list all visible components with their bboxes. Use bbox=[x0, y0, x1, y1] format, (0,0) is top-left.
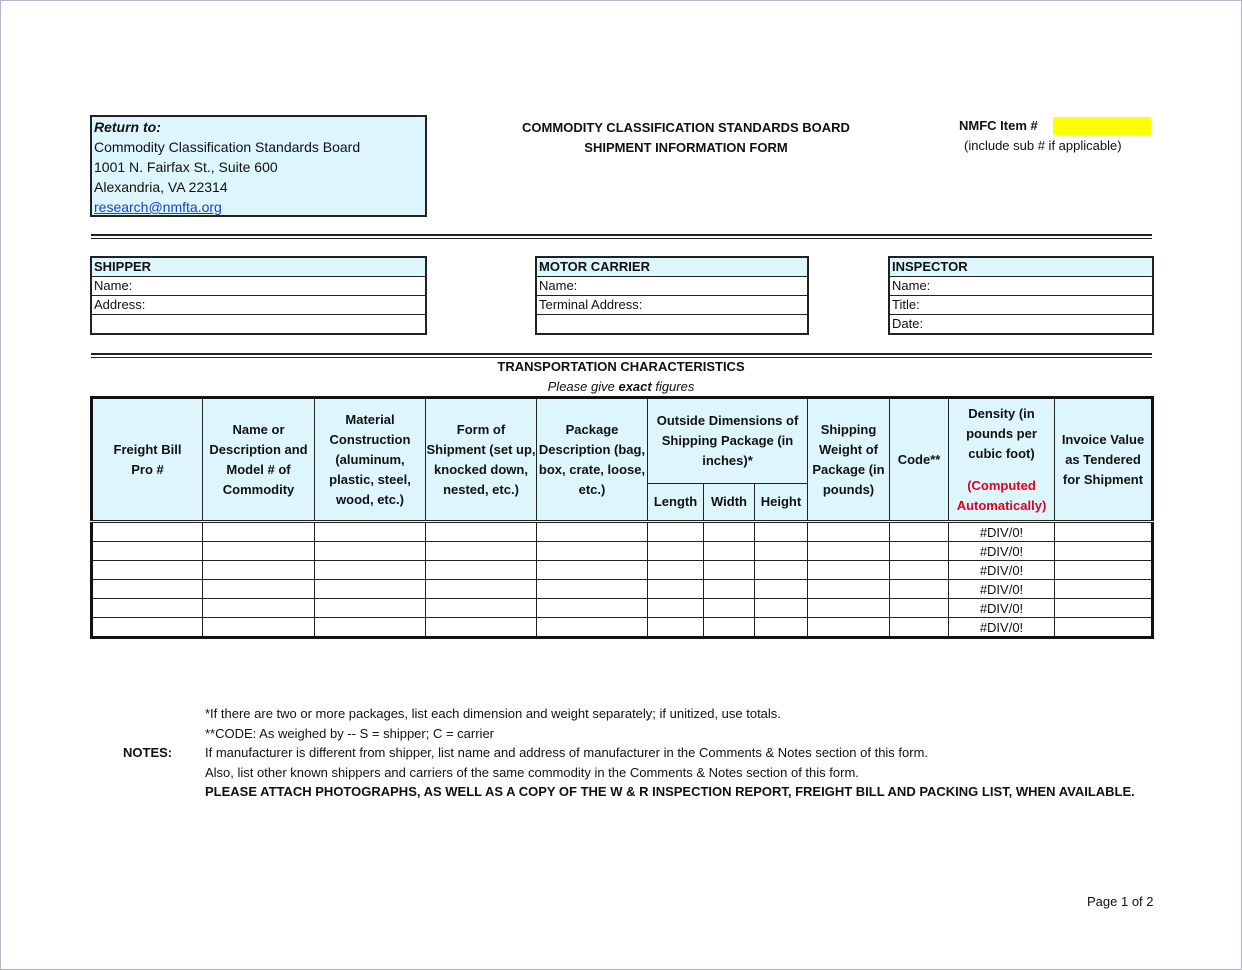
density-cell: #DIV/0! bbox=[949, 561, 1055, 580]
table-cell[interactable] bbox=[537, 561, 648, 580]
return-city: Alexandria, VA 22314 bbox=[94, 179, 228, 195]
table-cell[interactable] bbox=[203, 522, 315, 542]
table-cell[interactable] bbox=[1055, 618, 1153, 638]
table-cell[interactable] bbox=[1055, 522, 1153, 542]
inspector-date-field[interactable]: Date: bbox=[892, 316, 924, 331]
note-line: If manufacturer is different from shipper, list name and address of manufacturer in the Comments & Notes section of this form. bbox=[205, 745, 929, 760]
table-cell[interactable] bbox=[648, 580, 704, 599]
table-row bbox=[92, 618, 1153, 638]
table-cell[interactable] bbox=[315, 618, 426, 638]
table-cell[interactable] bbox=[890, 542, 949, 561]
col-height: Height bbox=[755, 484, 808, 522]
table-cell[interactable] bbox=[537, 618, 648, 638]
table-cell[interactable] bbox=[426, 522, 537, 542]
divider bbox=[91, 234, 1152, 239]
shipper-address-field[interactable]: Address: bbox=[92, 296, 425, 315]
table-cell[interactable] bbox=[426, 542, 537, 561]
table-cell[interactable] bbox=[755, 618, 808, 638]
table-cell[interactable] bbox=[92, 599, 203, 618]
title-line1: COMMODITY CLASSIFICATION STANDARDS BOARD bbox=[522, 120, 850, 135]
shipper-address-line2-field[interactable] bbox=[92, 315, 425, 333]
table-cell[interactable] bbox=[203, 580, 315, 599]
table-cell[interactable] bbox=[92, 561, 203, 580]
inspector-title: INSPECTOR bbox=[890, 258, 1152, 277]
table-cell[interactable] bbox=[648, 522, 704, 542]
inspector-name-field[interactable]: Name: bbox=[890, 277, 1152, 296]
col-name: Name or Description and Model # of Commodity bbox=[203, 398, 315, 522]
density-cell: #DIV/0! bbox=[949, 618, 1055, 638]
page-number: Page 1 of 2 bbox=[1087, 894, 1154, 909]
col-length: Length bbox=[648, 484, 704, 522]
table-cell[interactable] bbox=[890, 522, 949, 542]
table-cell[interactable] bbox=[648, 618, 704, 638]
table-cell[interactable] bbox=[704, 599, 755, 618]
col-density: Density (in pounds per cubic foot) (Computed Automatically) bbox=[949, 398, 1055, 522]
note-line: *If there are two or more packages, list each dimension and weight separately; if unitized, use totals. bbox=[205, 706, 781, 721]
table-cell[interactable] bbox=[315, 599, 426, 618]
table-cell[interactable] bbox=[203, 561, 315, 580]
table-cell[interactable] bbox=[755, 561, 808, 580]
carrier-name-field[interactable]: Name: bbox=[537, 277, 807, 296]
transport-title: TRANSPORTATION CHARACTERISTICS bbox=[497, 359, 745, 374]
table-cell[interactable] bbox=[808, 561, 890, 580]
inspector-title-field[interactable]: Title: bbox=[890, 296, 1152, 315]
col-form: Form of Shipment (set up, knocked down, nested, etc.) bbox=[426, 398, 537, 522]
table-cell[interactable] bbox=[755, 522, 808, 542]
carrier-section bbox=[535, 256, 809, 335]
col-width: Width bbox=[704, 484, 755, 522]
table-cell[interactable] bbox=[315, 580, 426, 599]
table-cell[interactable] bbox=[537, 522, 648, 542]
table-cell[interactable] bbox=[1055, 599, 1153, 618]
table-cell[interactable] bbox=[1055, 580, 1153, 599]
table-cell[interactable] bbox=[426, 618, 537, 638]
table-cell[interactable] bbox=[890, 599, 949, 618]
col-invoice: Invoice Value as Tendered for Shipment bbox=[1055, 398, 1153, 522]
table-cell[interactable] bbox=[755, 542, 808, 561]
note-line: PLEASE ATTACH PHOTOGRAPHS, AS WELL AS A COPY OF THE W & R INSPECTION REPORT, FREIGHT BILL AND PACKING LIST, WHEN AVAILABLE. bbox=[205, 784, 1135, 799]
nmfc-sub-note: (include sub # if applicable) bbox=[964, 138, 1122, 153]
table-row bbox=[92, 522, 1153, 542]
table-cell[interactable] bbox=[704, 618, 755, 638]
table-cell[interactable] bbox=[704, 542, 755, 561]
nmfc-item-input[interactable] bbox=[1053, 117, 1151, 135]
table-cell[interactable] bbox=[648, 542, 704, 561]
table-cell[interactable] bbox=[1055, 561, 1153, 580]
table-cell[interactable] bbox=[1055, 542, 1153, 561]
note-line: Also, list other known shippers and carriers of the same commodity in the Comments & Notes section of this form. bbox=[205, 765, 859, 780]
table-cell[interactable] bbox=[808, 542, 890, 561]
table-cell[interactable] bbox=[92, 542, 203, 561]
computed-note: (Computed Automatically) bbox=[956, 477, 1047, 513]
table-cell[interactable] bbox=[537, 542, 648, 561]
table-cell[interactable] bbox=[203, 542, 315, 561]
table-cell[interactable] bbox=[808, 599, 890, 618]
shipper-title: SHIPPER bbox=[92, 258, 425, 277]
carrier-terminal-field[interactable]: Terminal Address: bbox=[537, 296, 807, 315]
col-package: Package Description (bag, box, crate, loose, etc.) bbox=[537, 398, 648, 522]
density-cell: #DIV/0! bbox=[949, 542, 1055, 561]
return-org: Commodity Classification Standards Board bbox=[94, 139, 361, 155]
email-link[interactable]: research@nmfta.org bbox=[94, 199, 222, 215]
table-cell[interactable] bbox=[890, 580, 949, 599]
inspector-section bbox=[888, 256, 1154, 335]
transport-table bbox=[90, 396, 1154, 639]
table-cell[interactable] bbox=[808, 522, 890, 542]
nmfc-label: NMFC Item # bbox=[959, 118, 1038, 133]
table-cell[interactable] bbox=[315, 542, 426, 561]
notes-label: NOTES: bbox=[123, 745, 173, 760]
table-cell[interactable] bbox=[92, 618, 203, 638]
transport-subtitle: Please give exact figures bbox=[547, 379, 695, 394]
col-material: Material Construction (aluminum, plastic, steel, wood, etc.) bbox=[315, 398, 426, 522]
return-street: 1001 N. Fairfax St., Suite 600 bbox=[94, 159, 278, 175]
carrier-terminal-line2-field[interactable] bbox=[537, 315, 807, 333]
col-code: Code** bbox=[890, 398, 949, 522]
table-cell[interactable] bbox=[426, 561, 537, 580]
table-cell[interactable] bbox=[890, 561, 949, 580]
col-weight: Shipping Weight of Package (in pounds) bbox=[808, 398, 890, 522]
col-dims: Outside Dimensions of Shipping Package (in inches)* bbox=[648, 398, 808, 484]
table-cell[interactable] bbox=[203, 599, 315, 618]
table-cell[interactable] bbox=[755, 580, 808, 599]
table-row bbox=[92, 561, 1153, 580]
table-cell[interactable] bbox=[537, 599, 648, 618]
table-cell[interactable] bbox=[704, 580, 755, 599]
table-cell[interactable] bbox=[92, 522, 203, 542]
table-row bbox=[92, 599, 1153, 618]
divider bbox=[91, 353, 1152, 358]
return-to-label: Return to: bbox=[94, 119, 161, 135]
density-cell: #DIV/0! bbox=[949, 580, 1055, 599]
table-cell[interactable] bbox=[426, 599, 537, 618]
table-cell[interactable] bbox=[315, 561, 426, 580]
table-cell[interactable] bbox=[808, 580, 890, 599]
table-cell[interactable] bbox=[648, 599, 704, 618]
table-cell[interactable] bbox=[92, 580, 203, 599]
carrier-title: MOTOR CARRIER bbox=[537, 258, 807, 277]
form-title bbox=[501, 118, 871, 158]
table-cell[interactable] bbox=[203, 618, 315, 638]
table-cell[interactable] bbox=[890, 618, 949, 638]
col-pro: Freight Bill Pro # bbox=[92, 398, 203, 522]
table-cell[interactable] bbox=[315, 522, 426, 542]
shipper-name-field[interactable]: Name: bbox=[92, 277, 425, 296]
table-cell[interactable] bbox=[537, 580, 648, 599]
title-line2: SHIPMENT INFORMATION FORM bbox=[584, 140, 788, 155]
table-row bbox=[92, 580, 1153, 599]
density-cell: #DIV/0! bbox=[949, 522, 1055, 542]
table-row bbox=[92, 542, 1153, 561]
table-cell[interactable] bbox=[426, 580, 537, 599]
table-cell[interactable] bbox=[704, 561, 755, 580]
shipper-section bbox=[90, 256, 427, 335]
table-cell[interactable] bbox=[704, 522, 755, 542]
table-cell[interactable] bbox=[755, 599, 808, 618]
return-to-box bbox=[90, 115, 427, 217]
density-cell: #DIV/0! bbox=[949, 599, 1055, 618]
table-cell[interactable] bbox=[648, 561, 704, 580]
table-cell[interactable] bbox=[808, 618, 890, 638]
note-line: **CODE: As weighed by -- S = shipper; C = carrier bbox=[205, 726, 495, 741]
